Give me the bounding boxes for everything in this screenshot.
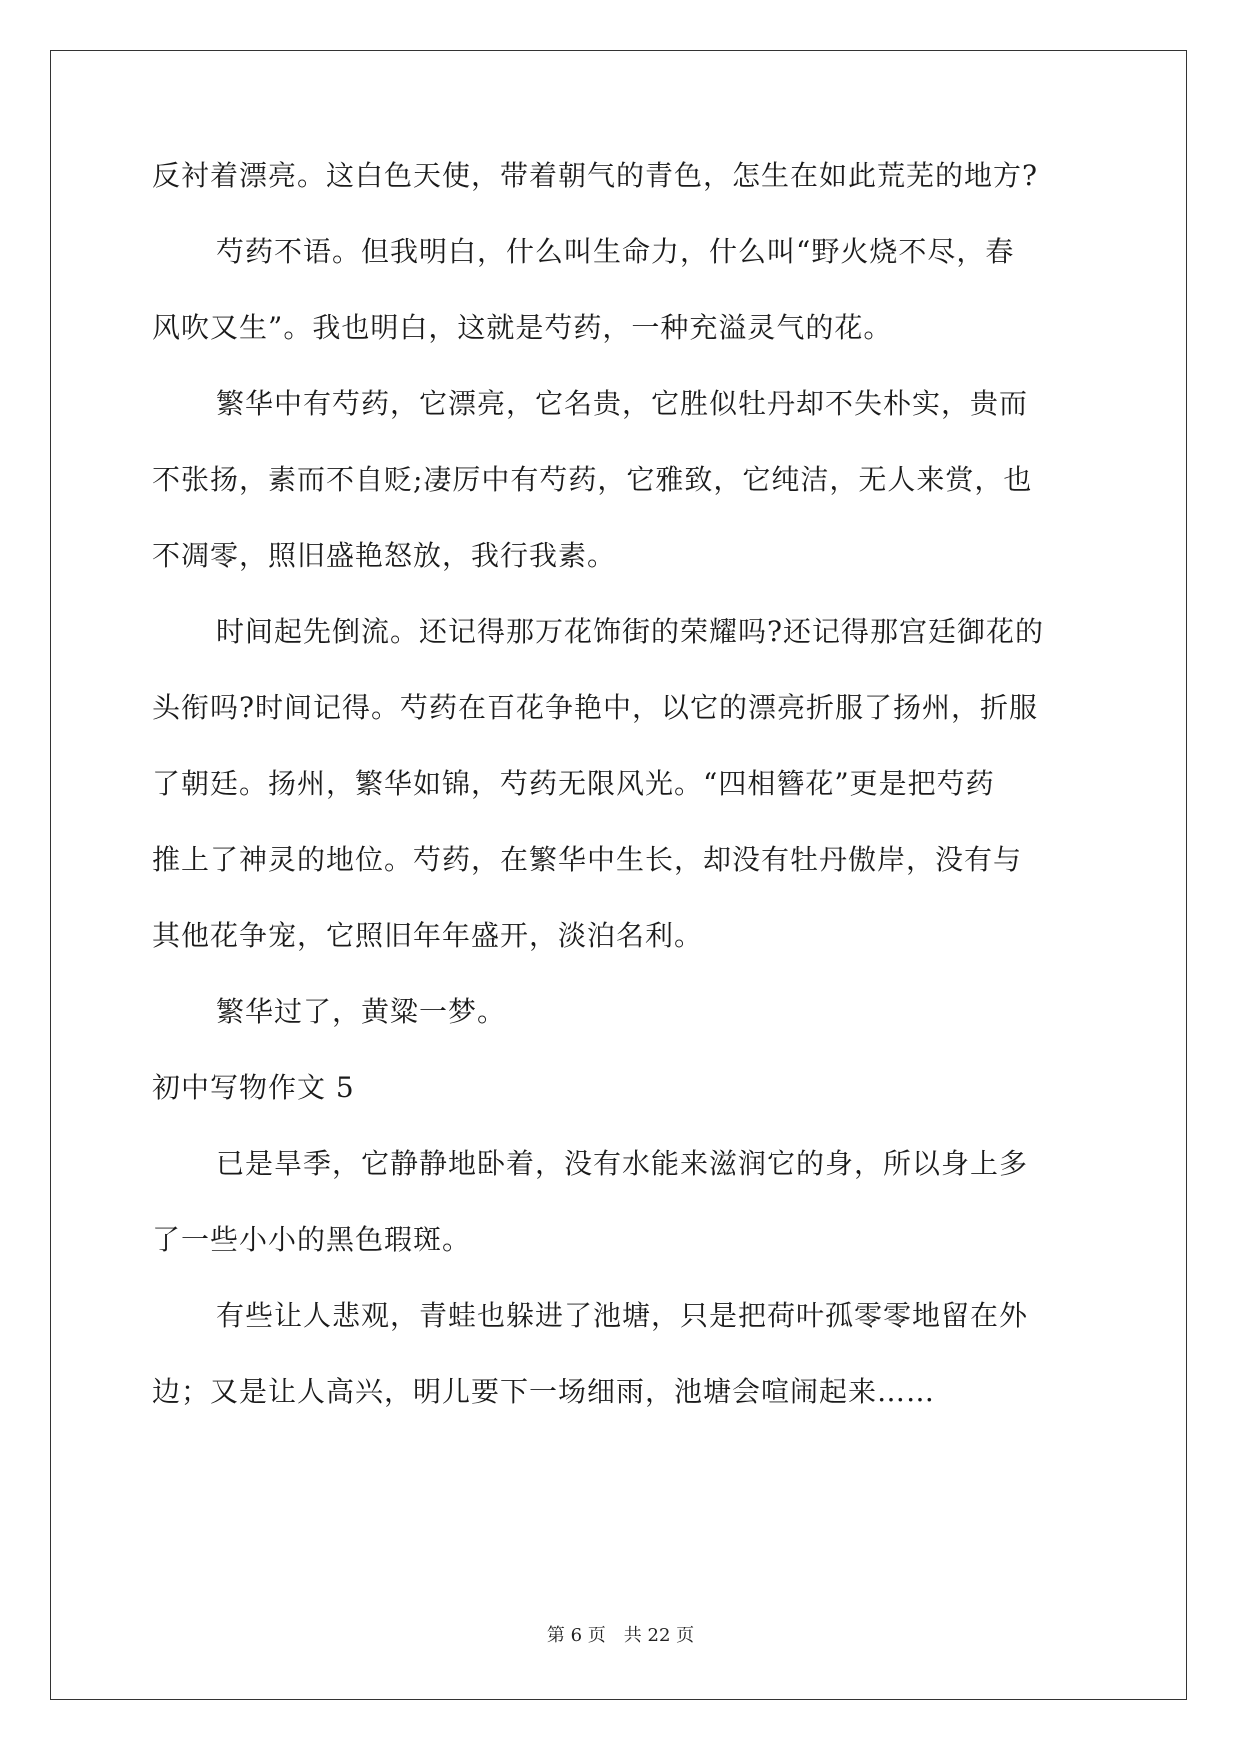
text-line: 了朝廷。扬州，繁华如锦，芍药无限风光。“四相簪花”更是把芍药 <box>152 767 995 800</box>
page-footer <box>0 1624 1241 1648</box>
section-heading: 初中写物作文 5 <box>152 1071 355 1104</box>
text-line: 头衔吗?时间记得。芍药在百花争艳中，以它的漂亮折服了扬州，折服 <box>152 691 1039 724</box>
text-line: 推上了神灵的地位。芍药，在繁华中生长，却没有牡丹傲岸，没有与 <box>152 843 1023 876</box>
text-line: 风吹又生”。我也明白，这就是芍药，一种充溢灵气的花。 <box>152 311 893 344</box>
page-total: 共 22 页 <box>623 1625 695 1646</box>
text-line: 了一些小小的黑色瑕斑。 <box>152 1223 472 1256</box>
paragraph-start: 芍药不语。但我明白，什么叫生命力，什么叫“野火烧不尽，春 <box>216 235 1015 268</box>
paragraph-start: 时间起先倒流。还记得那万花饰街的荣耀吗?还记得那宫廷御花的 <box>216 615 1045 648</box>
text-line: 边；又是让人高兴，明儿要下一场细雨，池塘会喧闹起来…… <box>152 1375 936 1408</box>
paragraph-start: 繁华过了，黄粱一梦。 <box>216 995 507 1028</box>
paragraph-start: 繁华中有芍药，它漂亮，它名贵，它胜似牡丹却不失朴实，贵而 <box>216 387 1029 420</box>
text-line: 不张扬，素而不自贬;凄厉中有芍药，它雅致，它纯洁，无人来赏，也 <box>152 463 1033 496</box>
text-line: 反衬着漂亮。这白色天使，带着朝气的青色，怎生在如此荒芜的地方? <box>152 159 1039 192</box>
page-number: 第 6 页 <box>546 1625 606 1646</box>
paragraph-start: 有些让人悲观，青蛙也躲进了池塘，只是把荷叶孤零零地留在外 <box>216 1299 1029 1332</box>
text-line: 其他花争宠，它照旧年年盛开，淡泊名利。 <box>152 919 704 952</box>
text-line: 不凋零，照旧盛艳怒放，我行我素。 <box>152 539 617 572</box>
paragraph-start: 已是旱季，它静静地卧着，没有水能来滋润它的身，所以身上多 <box>216 1147 1029 1180</box>
